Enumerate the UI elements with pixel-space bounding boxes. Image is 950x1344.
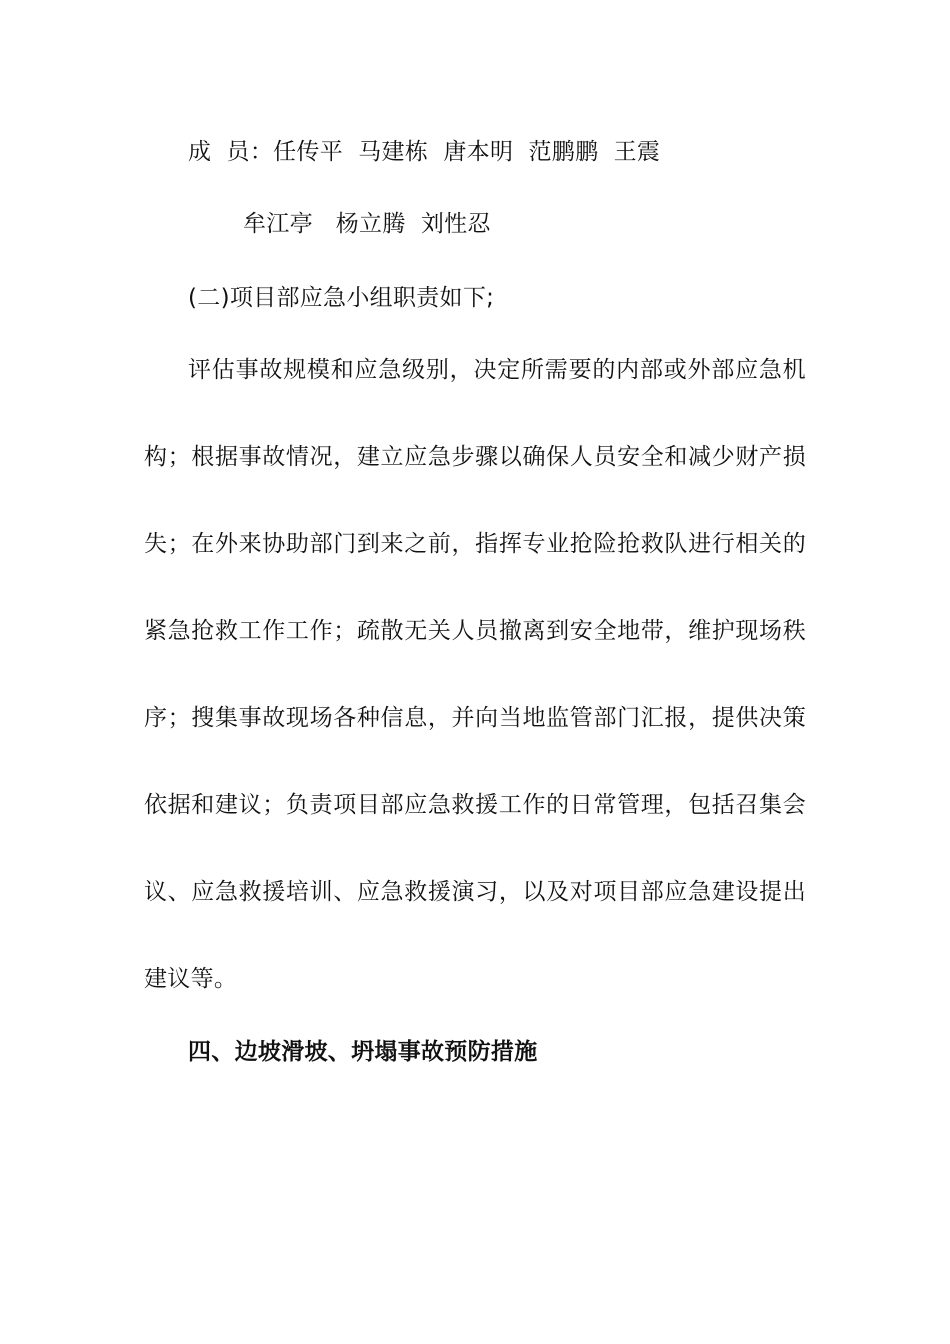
paragraph-line: 构；根据事故情况，建立应急步骤以确保人员安全和减少财产损 [144,444,806,470]
paragraph-line: 紧急抢救工作工作；疏散无关人员撤离到安全地带，维护现场秩 [144,618,806,644]
paragraph-line: 评估事故规模和应急级别，决定所需要的内部或外部应急机 [188,357,806,383]
paragraph-line: 序；搜集事故现场各种信息，并向当地监管部门汇报，提供决策 [144,705,806,731]
section-2-title: (二)项目部应急小组职责如下; [188,285,495,311]
paragraph-line: 议、应急救援培训、应急救援演习，以及对项目部应急建设提出 [144,879,806,905]
paragraph-line: 失；在外来协助部门到来之前，指挥专业抢险抢救队进行相关的 [144,531,806,557]
members-line-2: 牟江亭 杨立腾 刘性忍 [243,211,491,237]
paragraph-line-last: 建议等。 [144,966,238,992]
paragraph-line: 依据和建议；负责项目部应急救援工作的日常管理，包括召集会 [144,792,806,818]
members-line-1: 成 员：任传平 马建栋 唐本明 范鹏鹏 王震 [188,139,661,165]
section-4-heading: 四、边坡滑坡、坍塌事故预防措施 [188,1039,538,1065]
